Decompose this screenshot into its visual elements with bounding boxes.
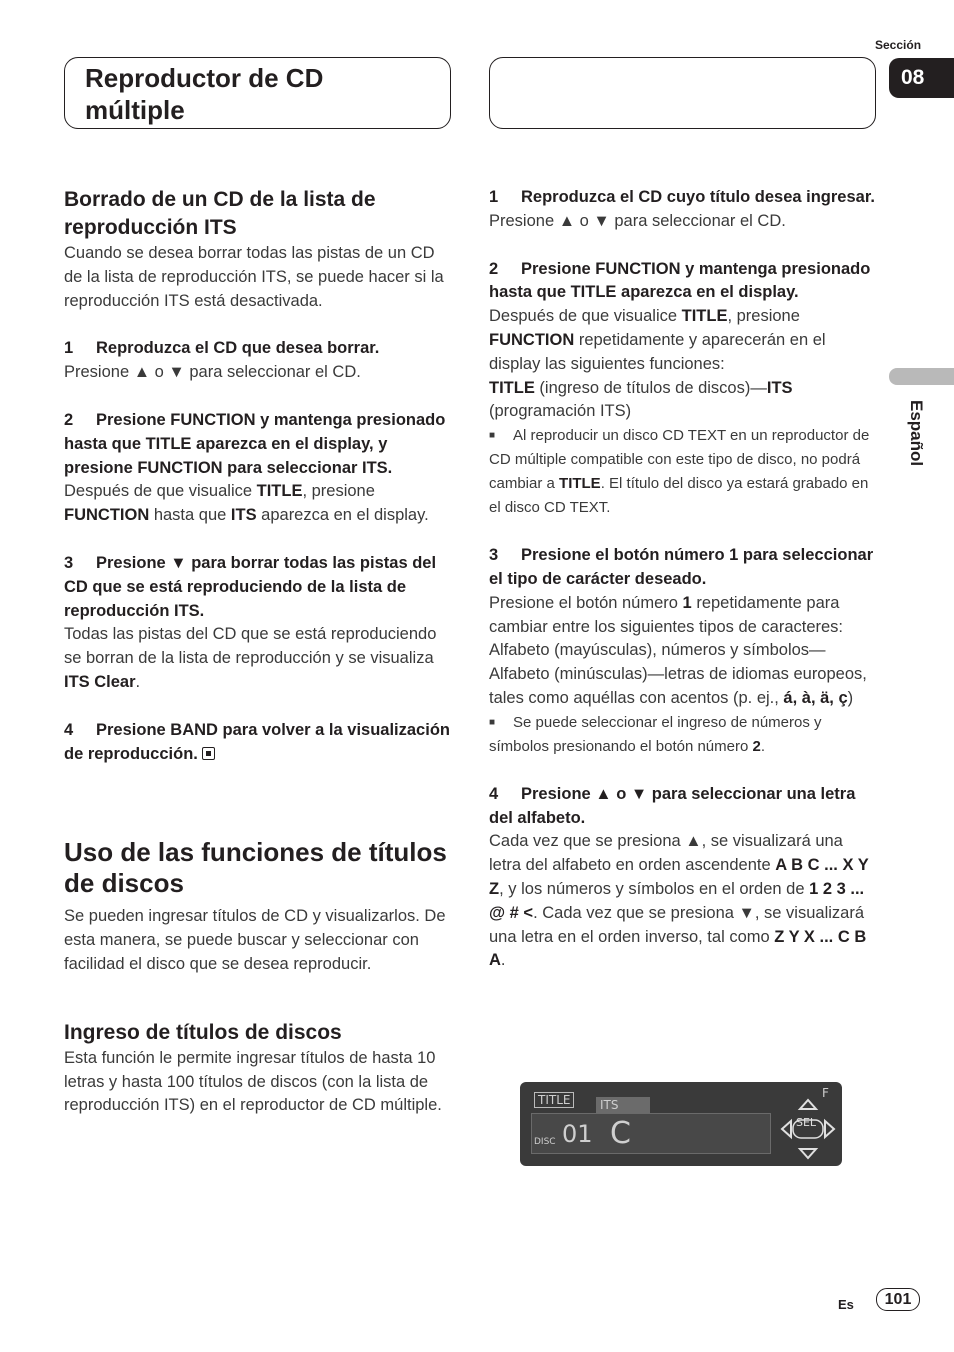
title-step-4-body: Cada vez que se presiona ▲, se visualizará una letra del alfabeto en orden ascendente A B C ... X Y Z, y los números y símbolos en el orden de 1 2 3 ... @ # <. Cada vez que se presiona ▼, se visualizará una letra en el orden inverso, tal como Z Y X ... C B A.	[489, 832, 869, 970]
lcd-f-indicator: F	[822, 1086, 829, 1100]
title-step-4: 4 Presione ▲ o ▼ para seleccionar una letra del alfabeto.	[489, 784, 856, 827]
note-bullet-icon: ■	[489, 716, 496, 728]
title-step-2: 2 Presione FUNCTION y mantenga presionado hasta que TITLE aparezca en el display.	[489, 259, 871, 302]
lcd-its-bar	[596, 1097, 650, 1113]
footer-language: Es	[838, 1297, 854, 1312]
delete-step-1-body: Presione ▲ o ▼ para seleccionar el CD.	[64, 363, 361, 382]
page-title-line1: Reproductor de CD	[85, 63, 324, 93]
head-unit-display	[520, 1082, 842, 1166]
delete-step-2-body: Después de que visualice TITLE, presione FUNCTION hasta que ITS aparezca en el display.	[64, 482, 429, 525]
title-step-3-body: Presione el botón número 1 repetidamente para cambiar entre los siguientes tipos de caracteres:	[489, 593, 844, 636]
sel-joystick-icon	[778, 1096, 838, 1162]
page-title-line2: múltiple	[85, 95, 185, 125]
sel-label: SEL	[796, 1116, 817, 1129]
heading-enter-titles: Ingreso de títulos de discos	[64, 1020, 342, 1044]
title-step-2-body: Después de que visualice TITLE, presione FUNCTION repetidamente y aparecerán en el display las siguientes funciones:	[489, 307, 826, 373]
title-step-2-note: ■ Al reproducir un disco CD TEXT en un reproductor de CD múltiple compatible con este tipo de disco, no podrá cambiar a TITLE. El título del disco ya estará grabado en el disco CD TEXT.	[489, 424, 877, 520]
right-column	[489, 186, 877, 973]
section-label: Sección	[875, 38, 922, 52]
header-blank-box	[489, 57, 876, 129]
heading-delete-cd: Borrado de un CD de la lista de reproducción ITS	[64, 188, 376, 239]
lcd-panel	[531, 1113, 771, 1154]
delete-step-3-body: Todas las pistas del CD que se está reproduciendo se borran de la lista de reproducción y se visualiza ITS Clear.	[64, 625, 437, 691]
lcd-character: C	[610, 1116, 631, 1151]
left-column	[64, 186, 452, 1118]
note-bullet-icon: ■	[489, 430, 496, 442]
page-number: 101	[876, 1288, 920, 1311]
title-step-3: 3 Presione el botón número 1 para seleccionar el tipo de carácter deseado.	[489, 546, 874, 588]
delete-intro: Cuando se desea borrar todas las pistas de un CD de la lista de reproducción ITS, se puede hacer si la reproducción ITS está desactivada.	[64, 244, 444, 310]
title-step-3-note: ■ Se puede seleccionar el ingreso de números y símbolos presionando el botón número 2.	[489, 711, 877, 759]
heading-disc-titles: Uso de las funciones de títulos de discos	[64, 837, 447, 899]
page-title	[85, 62, 323, 126]
delete-step-4: 4 Presione BAND para volver a la visualización de reproducción.	[64, 720, 450, 763]
delete-step-3: 3 Presione ▼ para borrar todas las pistas del CD que se está reproduciendo de la lista de reproducción ITS.	[64, 553, 437, 620]
language-label: Español	[907, 400, 926, 467]
enter-titles-body: Esta función le permite ingresar títulos de hasta 10 letras y hasta 100 títulos de discos (con la lista de reproducción ITS) en el reproductor de CD múltiple.	[64, 1048, 442, 1115]
disc-titles-body: Se pueden ingresar títulos de CD y visualizarlos. De esta manera, se puede buscar y seleccionar con facilidad el disco que se desea reproducir.	[64, 907, 446, 973]
end-mark-icon	[202, 747, 215, 760]
header-title-box	[64, 57, 451, 129]
lcd-disc-label: DISC	[534, 1137, 556, 1147]
lcd-its-indicator: ITS	[600, 1098, 619, 1112]
lcd-disc-number: 01	[562, 1120, 593, 1148]
title-step-1: 1 Reproduzca el CD cuyo título desea ingresar.	[489, 188, 875, 206]
delete-step-2: 2 Presione FUNCTION y mantenga presionado hasta que TITLE aparezca en el display, y presione FUNCTION para seleccionar ITS.	[64, 410, 446, 477]
lcd-title-indicator: TITLE	[534, 1092, 574, 1108]
section-number-badge: 08	[889, 58, 954, 98]
delete-step-1: 1 Reproduzca el CD que desea borrar.	[64, 339, 380, 358]
title-step-2-functions: TITLE (ingreso de títulos de discos)—ITS (programación ITS)	[489, 378, 793, 421]
title-step-3-charsets: Alfabeto (mayúsculas), números y símbolos—Alfabeto (minúsculas)—letras de idiomas europeos, tales como aquéllas con acentos (p. ej., á, à, ä, ç)	[489, 641, 867, 707]
language-tab	[889, 368, 954, 385]
title-step-1-body: Presione ▲ o ▼ para seleccionar el CD.	[489, 211, 786, 230]
